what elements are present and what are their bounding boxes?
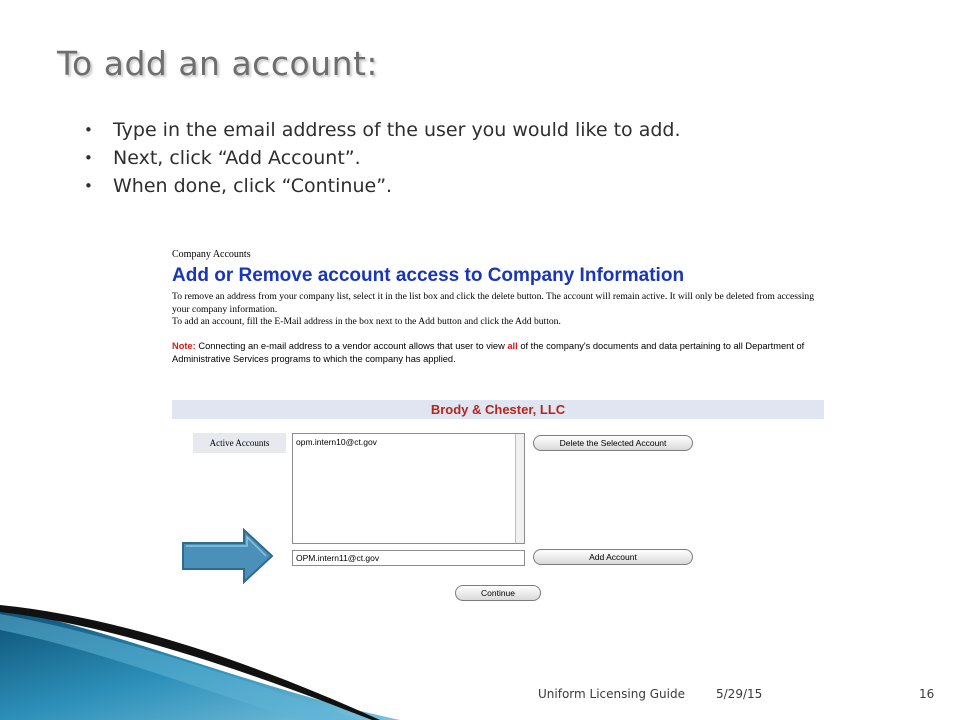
right-arrow-icon: [180, 528, 276, 584]
slide-title: To add an account:: [57, 44, 379, 83]
active-accounts-listbox[interactable]: [292, 433, 525, 544]
listbox-scrollbar[interactable]: [515, 434, 524, 543]
note-label: Note:: [172, 341, 196, 351]
continue-button[interactable]: Continue: [455, 585, 541, 601]
note-text-pre: Connecting an e-mail address to a vendor account allows that user to view: [195, 341, 508, 351]
footer-page-number: 16: [919, 687, 935, 701]
instruction-item: • Next, click “Add Account”.: [84, 144, 681, 172]
description-add: To add an account, fill the E-Mail address in the box next to the Add button and click the Add button.: [172, 316, 561, 327]
list-item[interactable]: opm.intern10@ct.gov: [296, 437, 377, 447]
description: [172, 291, 822, 329]
delete-account-button[interactable]: Delete the Selected Account: [533, 435, 693, 451]
page-heading: Add or Remove account access to Company Information: [172, 265, 685, 286]
footer-date: 5/29/15: [716, 687, 763, 701]
footer-guide: Uniform Licensing Guide: [538, 687, 685, 701]
note-text-bold: all: [507, 341, 518, 351]
breadcrumb: Company Accounts: [172, 249, 251, 260]
note: [172, 340, 822, 365]
add-account-button[interactable]: Add Account: [533, 549, 693, 565]
company-name-bar: Brody & Chester, LLC: [172, 400, 824, 419]
note-text-post: of the company's documents and data pertaining to all Department of Administrative Services programs to which the company has applied.: [172, 341, 805, 364]
active-accounts-label: Active Accounts: [193, 433, 286, 453]
instruction-item: • Type in the email address of the user you would like to add.: [84, 116, 681, 144]
email-input[interactable]: OPM.intern11@ct.gov: [292, 550, 525, 566]
instruction-list: [84, 116, 681, 200]
instruction-item: • When done, click “Continue”.: [84, 172, 681, 200]
description-remove: To remove an address from your company list, select it in the list box and click the delete button. The account will remain active. It will only be deleted from accessing your company information.: [172, 291, 815, 315]
